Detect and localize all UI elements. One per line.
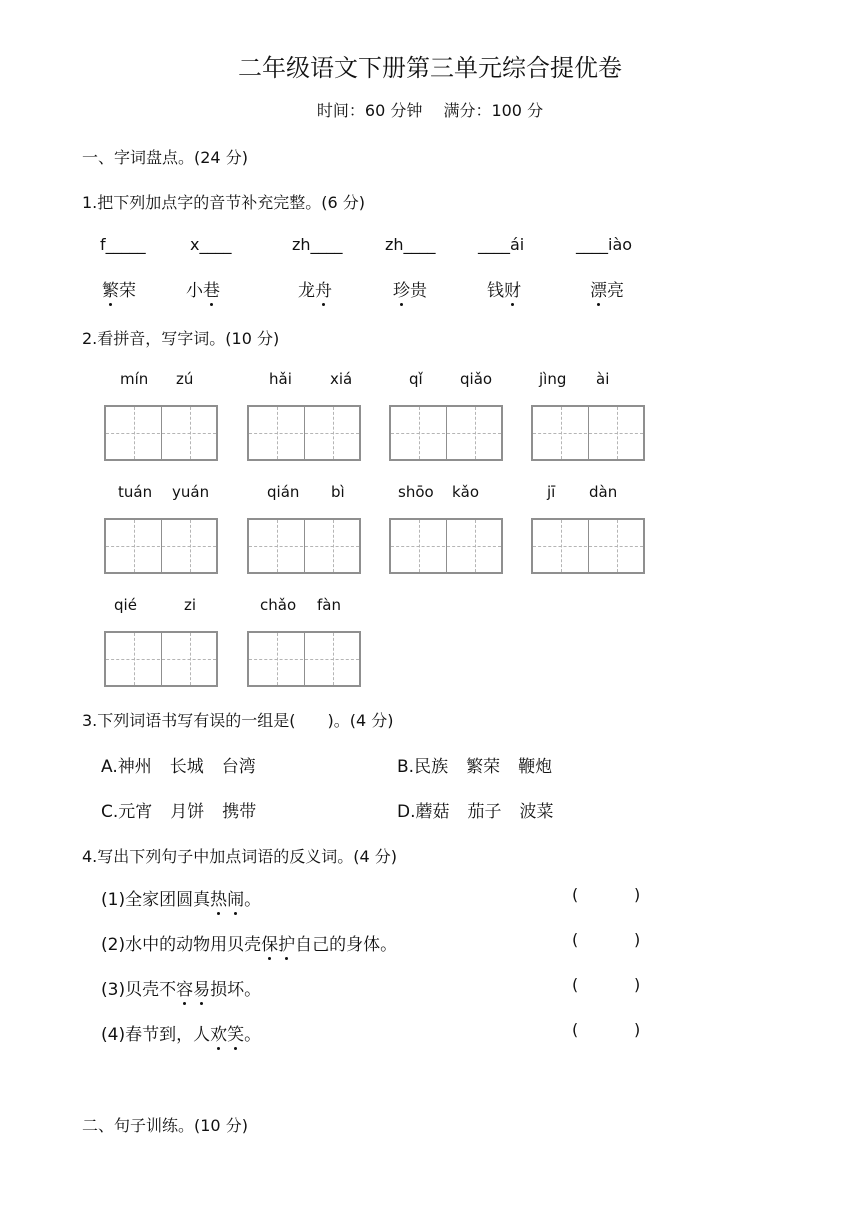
guide-line	[617, 520, 618, 572]
writing-box[interactable]	[531, 405, 645, 461]
guide-line	[475, 407, 476, 459]
exam-info: 时间：60 分钟 满分：100 分	[316, 101, 544, 120]
guide-line	[561, 520, 562, 572]
guide-line	[419, 407, 420, 459]
guide-line	[617, 407, 618, 459]
dotted-char: 繁	[102, 276, 119, 301]
pinyin-blank: ____iào	[576, 235, 633, 254]
dotted-word	[186, 276, 220, 301]
guide-line	[475, 520, 476, 572]
pinyin-syllable: qián	[267, 483, 300, 501]
answer-paren-close: )	[634, 930, 641, 949]
pinyin-syllable: qié	[114, 596, 137, 614]
sentence-text: (2)水中的动物用贝壳	[101, 935, 262, 955]
pinyin-syllable: zi	[184, 596, 197, 614]
pinyin-blank: ____ái	[478, 235, 525, 254]
choice-option[interactable]	[397, 797, 554, 822]
dotted-char: 容	[176, 975, 193, 1000]
word-char: 小	[186, 281, 203, 301]
word-char: 亮	[607, 281, 624, 301]
writing-box[interactable]	[389, 405, 503, 461]
option-word: 波菜	[519, 802, 554, 822]
pinyin-syllable: fàn	[317, 596, 341, 614]
answer-paren-open: (	[572, 930, 579, 949]
option-label: A.	[101, 757, 118, 777]
writing-box[interactable]	[247, 518, 361, 574]
guide-line	[333, 520, 334, 572]
guide-line	[277, 633, 278, 685]
pinyin-syllable: tuán	[118, 483, 153, 501]
guide-line	[333, 407, 334, 459]
guide-line	[134, 407, 135, 459]
writing-box[interactable]	[531, 518, 645, 574]
guide-line	[134, 520, 135, 572]
guide-line	[561, 407, 562, 459]
dotted-word	[261, 935, 295, 955]
dotted-word	[210, 1025, 244, 1045]
pinyin-syllable: shōo	[398, 483, 434, 501]
dotted-word	[487, 276, 521, 301]
pinyin-syllable: kǎo	[452, 483, 480, 501]
section-1-heading: 一、字词盘点。(24 分)	[82, 148, 248, 167]
answer-blank[interactable]	[584, 975, 632, 997]
dotted-word	[298, 276, 332, 301]
dotted-char: 热	[210, 885, 227, 910]
pinyin-syllable: xiá	[330, 370, 353, 388]
dotted-char: 巷	[203, 276, 220, 301]
answer-paren-open: (	[572, 1020, 579, 1039]
dotted-char: 财	[504, 276, 521, 301]
dotted-char: 护	[278, 930, 295, 955]
guide-line	[249, 546, 359, 547]
question-2-heading: 2.看拼音，写字词。(10 分)	[82, 329, 280, 348]
pinyin-syllable: mín	[120, 370, 149, 388]
answer-paren-open: (	[572, 975, 579, 994]
dotted-char: 舟	[315, 276, 332, 301]
pinyin-syllable: yuán	[172, 483, 210, 501]
guide-line	[533, 433, 643, 434]
pinyin-blank: zh____	[292, 235, 343, 254]
choice-option[interactable]	[397, 752, 552, 777]
question-3-heading: 3.下列词语书写有误的一组是( )。(4 分)	[82, 711, 394, 730]
option-label: C.	[101, 802, 119, 822]
answer-blank[interactable]	[584, 885, 632, 907]
answer-paren-open: (	[572, 885, 579, 904]
pinyin-syllable: jī	[547, 483, 556, 501]
dotted-word	[176, 980, 210, 1000]
guide-line	[134, 633, 135, 685]
sentence-text: 自己的身体。	[295, 935, 398, 955]
writing-box[interactable]	[104, 631, 218, 687]
pinyin-syllable: hǎi	[269, 370, 292, 388]
pinyin-syllable: chǎo	[260, 596, 297, 614]
guide-line	[190, 633, 191, 685]
writing-box[interactable]	[247, 631, 361, 687]
answer-blank[interactable]	[584, 930, 632, 952]
writing-box[interactable]	[104, 518, 218, 574]
guide-line	[419, 520, 420, 572]
word-char: 荣	[119, 281, 136, 301]
option-word: 鞭炮	[518, 757, 553, 777]
option-word: 繁荣	[466, 757, 501, 777]
guide-line	[106, 433, 216, 434]
option-label: B.	[397, 757, 415, 777]
option-word: 民族	[414, 757, 449, 777]
question-1-heading: 1.把下列加点字的音节补充完整。(6 分)	[82, 193, 366, 212]
pinyin-syllable: ài	[596, 370, 610, 388]
pinyin-syllable: jìng	[539, 370, 567, 388]
sentence	[101, 885, 261, 910]
sentence-text: (4)春节到，人	[101, 1025, 211, 1045]
writing-box[interactable]	[104, 405, 218, 461]
pinyin-blank: x____	[190, 235, 232, 254]
writing-box[interactable]	[389, 518, 503, 574]
writing-box[interactable]	[247, 405, 361, 461]
guide-line	[249, 433, 359, 434]
option-word: 台湾	[221, 757, 256, 777]
pinyin-syllable: bì	[331, 483, 345, 501]
question-4-heading: 4.写出下列句子中加点词语的反义词。(4 分)	[82, 847, 398, 866]
guide-line	[190, 520, 191, 572]
option-word: 蘑菇	[415, 802, 450, 822]
sentence-text: 。	[244, 890, 262, 910]
sentence	[101, 1020, 261, 1045]
dotted-char: 闹	[227, 885, 244, 910]
sentence-text: 损坏。	[210, 980, 262, 1000]
dotted-char: 保	[261, 930, 278, 955]
answer-paren-close: )	[634, 1020, 641, 1039]
pinyin-syllable: zú	[176, 370, 194, 388]
sentence	[101, 930, 397, 955]
guide-line	[190, 407, 191, 459]
pinyin-blank: zh____	[385, 235, 436, 254]
choice-option[interactable]	[101, 752, 256, 777]
guide-line	[277, 520, 278, 572]
sentence	[101, 975, 261, 1000]
sentence-text: 。	[244, 1025, 262, 1045]
answer-blank[interactable]	[584, 1020, 632, 1042]
choice-option[interactable]	[101, 797, 256, 822]
word-char: 钱	[487, 281, 504, 301]
pinyin-syllable: qiǎo	[460, 370, 493, 388]
option-word: 月饼	[170, 802, 205, 822]
guide-line	[106, 659, 216, 660]
dotted-char: 笑	[227, 1020, 244, 1045]
pinyin-syllable: dàn	[589, 483, 618, 501]
dotted-char: 漂	[590, 276, 607, 301]
answer-paren-close: )	[634, 975, 641, 994]
guide-line	[533, 546, 643, 547]
guide-line	[106, 546, 216, 547]
option-word: 携带	[222, 802, 257, 822]
dotted-char: 欢	[210, 1020, 227, 1045]
page-title: 二年级语文下册第三单元综合提优卷	[238, 54, 622, 82]
section-2-heading: 二、句子训练。(10 分)	[82, 1116, 248, 1135]
dotted-char: 珍	[393, 276, 410, 301]
guide-line	[391, 546, 501, 547]
sentence-text: (3)贝壳不	[101, 980, 177, 1000]
option-word: 长城	[169, 757, 204, 777]
dotted-word	[102, 276, 136, 301]
guide-line	[277, 407, 278, 459]
answer-paren-close: )	[634, 885, 641, 904]
dotted-word	[210, 890, 244, 910]
guide-line	[333, 633, 334, 685]
dotted-word	[393, 276, 427, 301]
word-char: 贵	[410, 281, 427, 301]
sentence-text: (1)全家团圆真	[101, 890, 211, 910]
word-char: 龙	[298, 281, 315, 301]
option-label: D.	[397, 802, 416, 822]
pinyin-syllable: qǐ	[409, 370, 423, 388]
option-word: 神州	[117, 757, 152, 777]
guide-line	[249, 659, 359, 660]
guide-line	[391, 433, 501, 434]
pinyin-blank: f_____	[100, 235, 146, 254]
option-word: 元宵	[118, 802, 153, 822]
option-word: 茄子	[467, 802, 502, 822]
dotted-word	[590, 276, 624, 301]
dotted-char: 易	[193, 975, 210, 1000]
